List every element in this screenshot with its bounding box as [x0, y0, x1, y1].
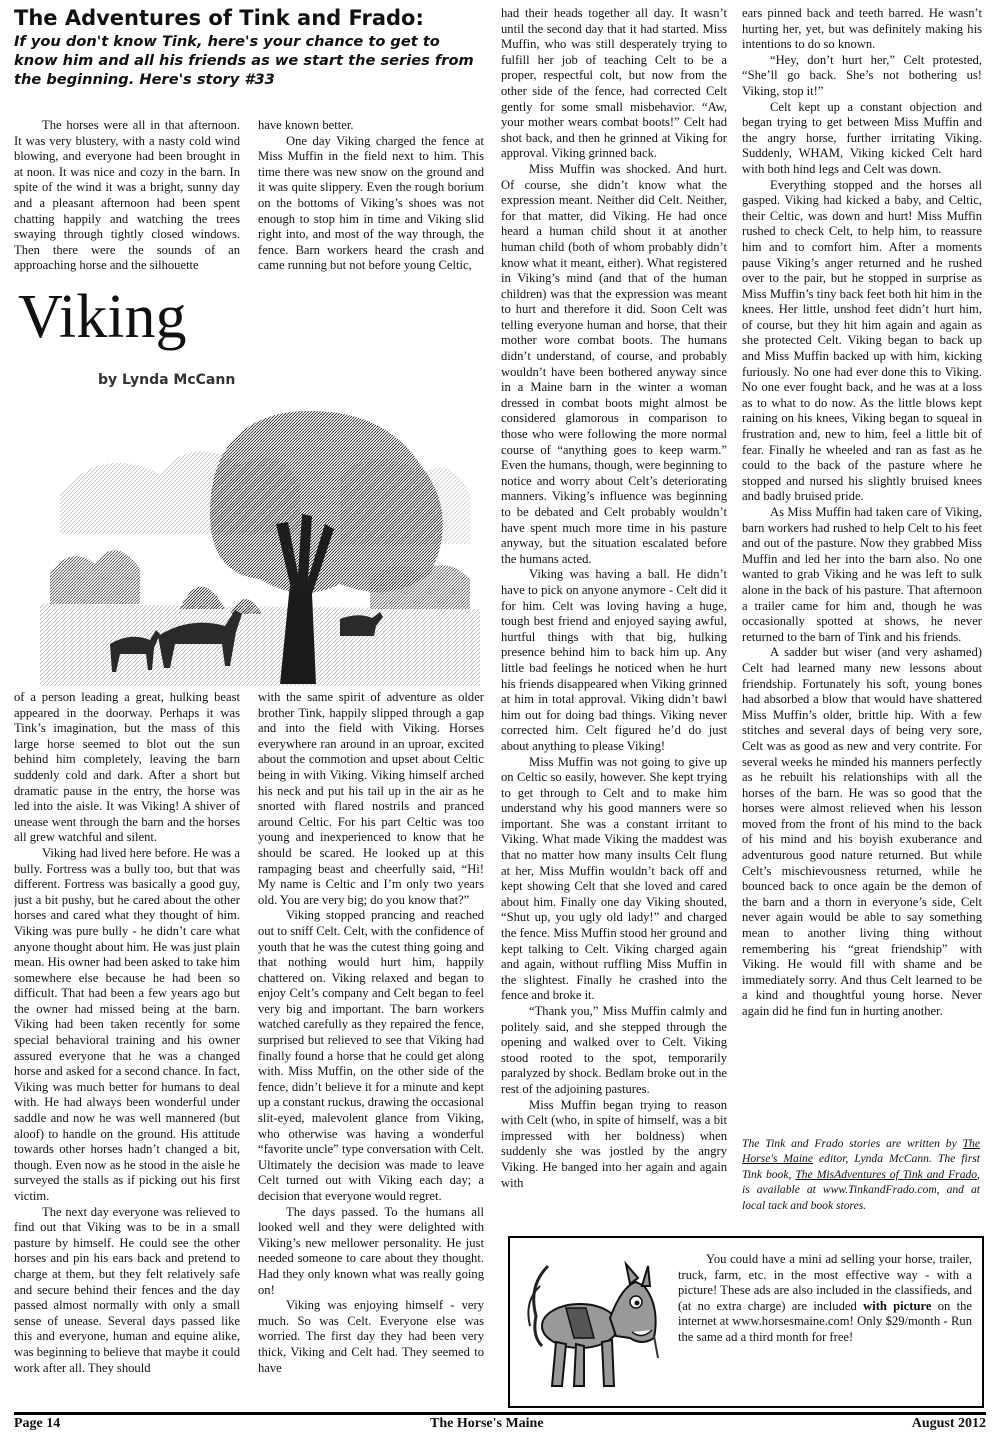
story-paragraph: ears pinned back and teeth barred. He wasn’t hurting her, yet, but was definitely making his intentions to do so known. — [742, 6, 982, 52]
column-fourth — [742, 6, 982, 1132]
publication-name: The Horse's Maine — [430, 1416, 544, 1431]
story-paragraph: As Miss Muffin had taken care of Viking, barn workers had rushed to help Celt to his feet and out of the pasture. Now they grabbed Miss Muffin and led her into the barn also. No one wanted to grab Viking and he was left to sulk alone in the back of his pasture. That afternoon a trailer came for him and, though he was occasionally spotted at shows, he never returned to the barn of Tink and his friends. — [742, 505, 982, 644]
story-paragraph: Miss Muffin was not going to give up on Celtic so easily, however. She kept trying to get through to Celt and to make him understand why his good manners were so important. She was a constant irritant to Viking. What made Viking the maddest was that no matter how many insults Celt flung at her, Miss Muffin wouldn’t back off and kept showing Celt that she loved and cared about him. Finally one day Viking shouted, “Shut up, you ugly old lady!” and charged the fence. Miss Muffin stood her ground and kept talking to Celt. Viking charged again and again, without ruffling Miss Muffin in the slightest. Finally he crashed into the fence and broke it. — [501, 754, 727, 1003]
footer-rule — [14, 1412, 986, 1415]
story-paragraph: Viking had lived here before. He was a bully. Fortress was a bully too, but that was different. Fortress was basically a good guy, just a bit pushy, but he cared about the other horses and cared what they thought of him. Viking was pure bully - he didn’t care what anyone thought about him. He was just plain mean. His owner had been asked to take him somewhere else because he had been so difficult. That had been a few years ago but the owner had missed being at the barn. Viking had been taken recently for some special behavioral training and his owner assured everyone that he was a changed horse and asked for a second chance. In fact, Viking was much better for humans to deal with. He had always been wonderful under saddle and now he was well mannered (but aloof) to handle on the ground. His attitude towards other horses hadn’t changed a bit, though. Even now as he stood in the aisle he surveyed the stalls as if picking out his first victim. — [14, 845, 240, 1203]
series-title: The Adventures of Tink and Frado: — [14, 6, 424, 30]
book-title: The MisAdventures of Tink and Frado — [795, 1167, 978, 1181]
column-middle-bottom — [258, 690, 484, 1390]
story-paragraph: The days passed. To the humans all looked well and they were delighted with Viking’s new mellower personality. He just needed someone to care about they thought. Had they only known what was really going on! — [258, 1204, 484, 1297]
column-middle-top — [258, 118, 484, 276]
column-third — [501, 6, 727, 1230]
issue-date: August 2012 — [911, 1416, 986, 1431]
magazine-name: The Horse's Maine — [742, 1137, 980, 1166]
page-number: Page 14 — [14, 1416, 61, 1431]
story-paragraph: Miss Muffin began trying to reason with Celt (who, in spite of himself, was a bit impressed with her boldness) when suddenly she was jostled by the angry Viking. He banged into her again and again with — [501, 1097, 727, 1190]
story-paragraph: “Hey, don’t hurt her,” Celt protested, “She’ll go back. She’s not bothering us! Viking, stop it!” — [742, 52, 982, 98]
column-left-top — [14, 118, 240, 276]
story-paragraph: The next day everyone was relieved to find out that Viking was to be in a small pasture by himself. He could see the other horses and pin his ears back and pretend to charge at them, but they felt relatively safe and secure behind their fences and the day passed almost normally with only a small sense of unease. Several days passed like this and everyone, human and equine alike, was beginning to believe that maybe it could work after all. They should — [14, 1204, 240, 1375]
mini-ad-box — [508, 1236, 984, 1408]
story-paragraph: Viking stopped prancing and reached out to sniff Celt. Celt, with the confidence of youth that he was the cutest thing going and that nothing would hurt him, happily chattered on. Viking relaxed and began to enjoy Celt’s company and Celt began to feel very big and important. The barn workers watched carefully as they repaired the fence, surprised but relieved to see that Viking had finally found a horse that he could get along with. Miss Muffin, on the other side of the fence, didn’t believe it for a minute and kept up a constant ruckus, drawing the occasional slit-eyed, malevolent glance from Viking, who otherwise was having a wonderful “favorite uncle” type conversation with Celt. Ultimately the decision was made to leave Celt turned out with Viking each day; a decision that everyone would regret. — [258, 908, 484, 1203]
story-paragraph: One day Viking charged the fence at Miss Muffin in the field next to him. This time there was new snow on the ground and it was quite slippery. Even the rough borium on the bottoms of Viking’s shoes was not enough to stop him in time and Viking slid right into, and most of the way through, the fence. Barn workers heard the crash and came running but not before young Celtic, — [258, 133, 484, 273]
story-paragraph: Miss Muffin was shocked. And hurt. Of course, she didn’t know what the expression meant. Neither did Celt. Neither, for that matter, did Viking. He had once heard a human child shout it at another human child (both of whom probably didn’t know what it meant, either). What registered in Viking’s mind (and that of the human children) was that the expression was meant to hurt and therefore it did. Soon Celt was telling everyone human and horse, that their mother wore combat boots. The humans didn’t understand, of course, and probably wouldn’t have been bothered anyway since in a Maine barn in the winter a woman dressed in combat boots might almost be considered glamorous in comparison to those who were following the more normal course of “anything goes to keep warm.” Even the humans, though, were beginning to notice and worry about Celt’s deteriorating manners. Viking’s influence was beginning to be debated and Celt probably wouldn’t have spent much more time in his pasture anyway, but the situation escalated before the humans acted. — [501, 161, 727, 566]
pasture-illustration — [40, 404, 480, 686]
story-paragraph: Viking was having a ball. He didn’t have to pick on anyone anymore - Celt did it for him. Celt was loving having a huge, tough best friend and enjoyed saying awful, hurtful things with that big, hulking presence behind him to back him up. Any little bad feelings he noticed when he hurt his friends disappeared when Viking grinned at him in total approval. Viking didn’t bawl him out for doing bad things. Viking never corrected him. Celt figured he’d do just about anything to please Viking! — [501, 567, 727, 753]
story-title: Viking — [18, 283, 187, 351]
author-credit: The Tink and Frado stories are written by The Horse's Maine editor, Lynda McCann. The first Tink book, The MisAdventures of Tink and Frado, is available at www.TinkandFrado.com, and at local tack and book stores. — [742, 1137, 980, 1212]
story-paragraph: The horses were all in that afternoon. It was very blustery, with a nasty cold wind blowing, and everyone had been brought in at noon. It was nice and cozy in the barn. In spite of the wind it was a bright, sunny day and a pleasant afternoon had been spent chatting happily and watching the trees swaying through tightly closed windows. Then there were the sounds of an approaching horse and the silhouette — [14, 118, 240, 273]
story-paragraph: have known better. — [258, 118, 354, 132]
story-paragraph: Celt kept up a constant objection and began trying to get between Miss Muffin and the angry horse, further irritating Viking. Suddenly, WHAM, Viking kicked Celt hard with both hind legs and Celt was down. — [742, 99, 982, 176]
story-paragraph: Viking was enjoying himself - very much. So was Celt. Everyone else was worried. The first day they had been very thick, Viking and Celt had. They seemed to have — [258, 1298, 484, 1375]
story-paragraph: with the same spirit of adventure as older brother Tink, happily slipped through a gap and into the field with Viking. Horses everywhere ran around in an uproar, excited about the commotion and upset about Celtic being in with Viking. Viking himself arched his neck and put his tail up in the air as he snorted with flared nostrils and pranced around Celtic. For his part Celtic was too young and inexperienced to know that he should be scared. He looked up at this rampaging beast and cheerfully said, “Hi! My name is Celtic and I’m only two years old. You are very big; do you know that?” — [258, 690, 484, 907]
cartoon-horse-icon — [518, 1246, 668, 1396]
story-paragraph: had their heads together all day. It wasn’t until the second day that it had started. Miss Muffin, who was still desperately trying to fulfill her job of teaching Celt to be a proper, respectful colt, but now from the other side of the fence, had corrected Celt gently for some small misbehavior. “Aw, your mother wears combat boots!” Celt had shot back, and then he grinned at Viking for approval. Viking grinned back. — [501, 6, 727, 161]
byline: by Lynda McCann — [98, 372, 236, 388]
column-left-bottom — [14, 690, 240, 1390]
story-paragraph: of a person leading a great, hulking beast appeared in the doorway. Perhaps it was Tink’s imagination, but the mass of this large horse seemed to blot out the sun behind him completely, leaving the barn suddenly cold and dark. After a short but dramatic pause in the entry, the horse was led into the aisle. It was Viking! A shiver of unease went through the barn and the horses all grew watchful and silent. — [14, 690, 240, 845]
story-paragraph: A sadder but wiser (and very ashamed) Celt had learned many new lessons about friendship. Fortunately his soft, young bones had absorbed a blow that would have shattered Miss Muffin’s older, brittle hip. With a few stitches and several days of being very sore, Celt was as good as new and very contrite. For several weeks he minded his manners perfectly as he rebuilt his relationships with all the horses of the barn. He was so good that the horses were almost relieved when his lesson moved from the front of his mind to the back of his mind and his boyish exuberance and adventurous good nature returned. But while Celt’s mischievousness returned, while he bounced back to once again be the demon of the barn and a thorn in everyone’s side, Celt never again would be able to say something mean to another living thing without remembering his “great friendship” with Viking. He would fill with shame and be immediately sorry. And thus Celt learned to be a kind and thoughtful young horse. Never again did he find fun in hurting another. — [742, 645, 982, 1018]
ad-text: You could have a mini ad selling your horse, trailer, truck, farm, etc. in the most effective way - with a picture! These ads are also included in the classifieds, and (at no extra charge) are included with picture on the internet at www.horsesmaine.com! Only $29/month - Run the same ad a third month for free! — [678, 1252, 973, 1344]
series-subtitle: If you don't know Tink, here's your chance to get to know him and all his friends as we start the series from the beginning. Here's story #33 — [14, 33, 474, 88]
story-paragraph: “Thank you,” Miss Muffin calmly and politely said, and she stepped through the opening and walked over to Celt. Viking stood rooted to the spot, temporarily paralyzed by shock. Bedlam broke out in the rest of the adjoining pastures. — [501, 1004, 727, 1096]
story-paragraph: Everything stopped and the horses all gasped. Viking had kicked a baby, and Celtic, their Celtic, was down and hurt! Miss Muffin rushed to check Celt, to help him, to reassure him and to comfort him. After a moments pause Viking’s anger returned and he rushed over to the pair, but he stopped in surprise as Miss Muffin’s tiny back feet both hit him in the knees. Her little, unshod feet didn’t hurt him, of course, but they hit him again and again as she protected Celt. Viking began to back up and Miss Muffin backed up with him, kicking furiously. No one had ever done this to Viking. No one ever fought back, and he was at a loss as to what to do now. As the little blows kept raining on his knees, Viking began to squeal in frustration and, new to him, feel a little bit of fear. Finally he wheeled and ran as fast as he could to the back of the pasture where he stopped and nursed his slightly bruised knees and badly bruised pride. — [742, 177, 982, 504]
ad-bold-text: with picture — [863, 1298, 932, 1313]
